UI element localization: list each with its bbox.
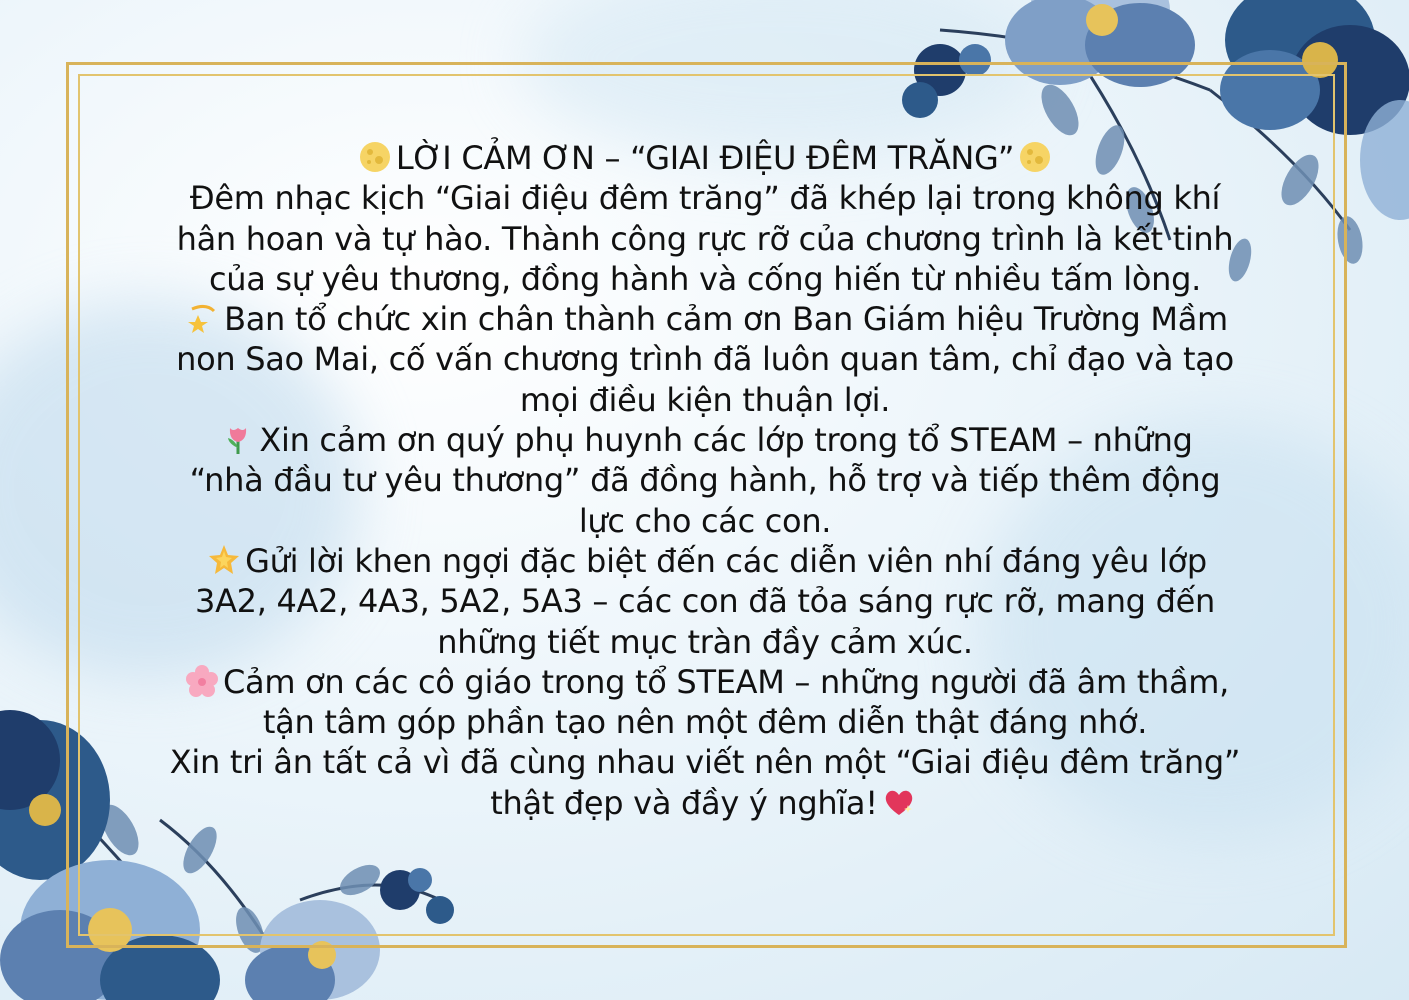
intro-line: Đêm nhạc kịch “Giai điệu đêm trăng” đã khép lại trong không khí bbox=[189, 179, 1221, 218]
paragraph-line: tận tâm góp phần tạo nên một đêm diễn thật đáng nhớ. bbox=[262, 703, 1148, 742]
paragraph-line: mọi điều kiện thuận lợi. bbox=[519, 380, 891, 419]
intro-line: hân hoan và tự hào. Thành công rực rỡ của chương trình là kết tinh bbox=[176, 219, 1234, 258]
paragraph-line: những tiết mục tràn đầy cảm xúc. bbox=[437, 622, 973, 661]
paragraph-line: “nhà đầu tư yêu thương” đã đồng hành, hỗ trợ và tiếp thêm động bbox=[189, 461, 1221, 500]
card-title: LỜI CẢM ƠN – “GIAI ĐIỆU ĐÊM TRĂNG” bbox=[395, 139, 1015, 177]
tulip-icon bbox=[221, 422, 255, 456]
glowing-star-icon bbox=[207, 543, 241, 577]
paragraph-line: Cảm ơn các cô giáo trong tổ STEAM – những người đã âm thầm, bbox=[90, 662, 1320, 702]
title-line bbox=[90, 138, 1320, 178]
paragraph-line: Ban tổ chức xin chân thành cảm ơn Ban Giám hiệu Trường Mầm bbox=[90, 299, 1320, 339]
cherry-blossom-icon bbox=[185, 664, 219, 698]
full-moon-icon bbox=[1018, 140, 1052, 174]
paragraph-line: Xin cảm ơn quý phụ huynh các lớp trong tổ STEAM – những bbox=[90, 420, 1320, 460]
sparkling-heart-icon bbox=[882, 785, 916, 819]
closing-line: thật đẹp và đầy ý nghĩa! bbox=[90, 783, 1320, 823]
paragraph-line: 3A2, 4A2, 4A3, 5A2, 5A3 – các con đã tỏa sáng rực rỡ, mang đến bbox=[195, 582, 1215, 621]
closing-line: Xin tri ân tất cả vì đã cùng nhau viết nên một “Giai điệu đêm trăng” bbox=[169, 743, 1241, 782]
paragraph-line: non Sao Mai, cố vấn chương trình đã luôn quan tâm, chỉ đạo và tạo bbox=[176, 340, 1234, 379]
intro-line: của sự yêu thương, đồng hành và cống hiến từ nhiều tấm lòng. bbox=[208, 259, 1202, 298]
paragraph-line: Gửi lời khen ngợi đặc biệt đến các diễn viên nhí đáng yêu lớp bbox=[90, 541, 1320, 581]
dizzy-star-icon bbox=[186, 301, 220, 335]
thank-you-card-text bbox=[90, 138, 1320, 823]
paragraph-line: lực cho các con. bbox=[578, 501, 832, 540]
full-moon-icon bbox=[358, 140, 392, 174]
